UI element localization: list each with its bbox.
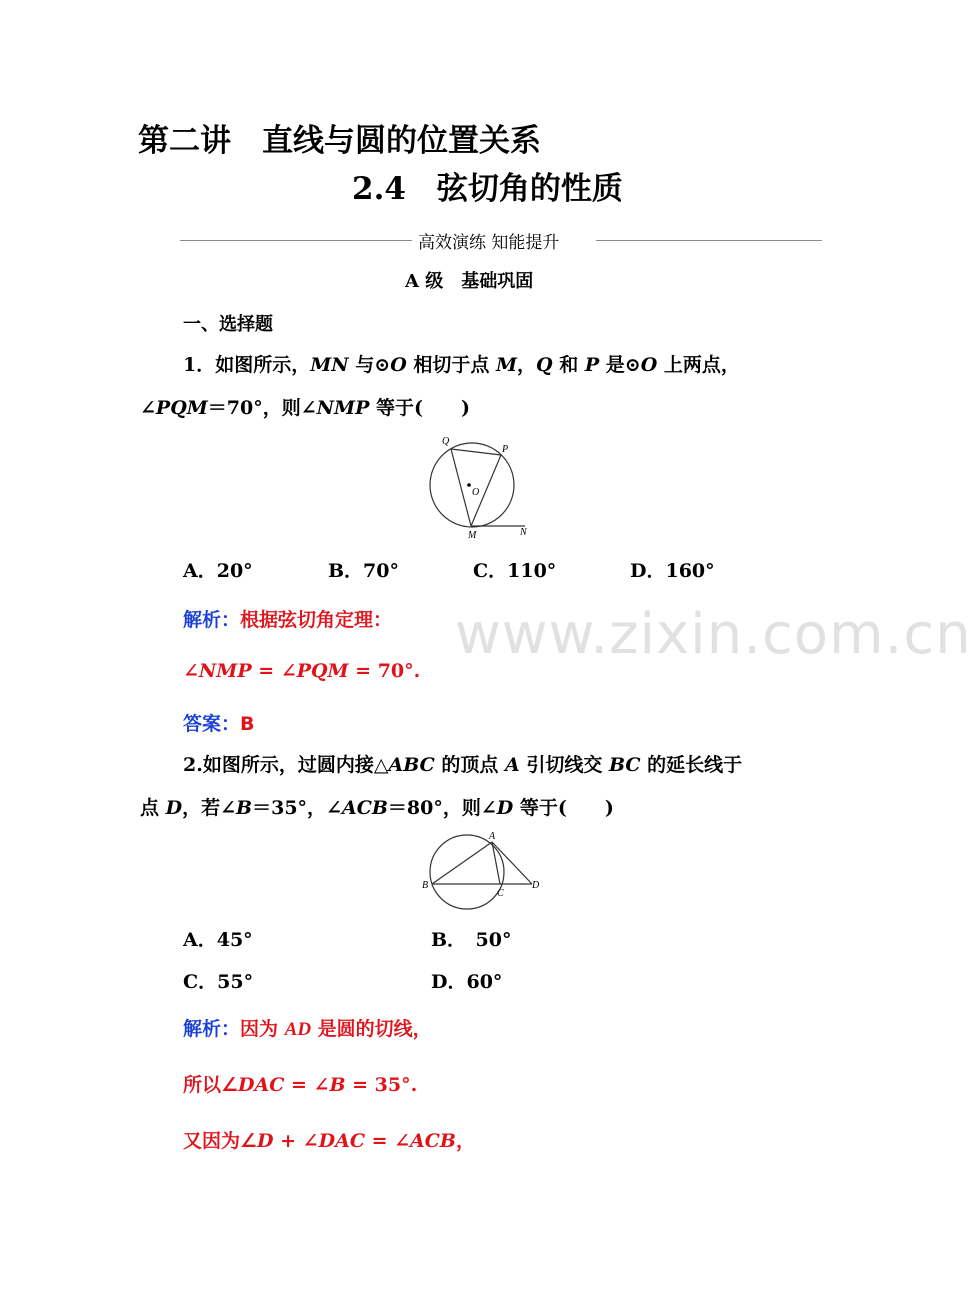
banner-line-left: [180, 240, 412, 241]
q2-analysis-line1: 解析：因为 AD 是圆的切线，: [183, 1018, 432, 1040]
q1-option-c[interactable]: C．110°: [473, 560, 557, 582]
q2-analysis-line3: 又因为∠D + ∠DAC = ∠ACB，: [183, 1130, 475, 1152]
section-title: 2.4 弦切角的性质: [352, 171, 623, 207]
q1-label-q: Q: [442, 436, 450, 447]
watermark: www.zixin.com.cn: [455, 602, 972, 667]
q2-figure: [420, 828, 545, 913]
q2-analysis-line2: 所以∠DAC = ∠B = 35°.: [183, 1074, 418, 1096]
q2-option-c[interactable]: C．55°: [183, 971, 254, 993]
q1-option-d[interactable]: D．160°: [630, 560, 715, 582]
q2-stem-line1: 2.如图所示，过圆内接△ABC 的顶点 A 引切线交 BC 的延长线于: [183, 754, 743, 776]
q2-stem-line2: 点 D，若∠B＝35°，∠ACB＝80°，则∠D 等于( ): [140, 797, 614, 819]
part-heading: 一、选择题: [183, 314, 273, 335]
q1-label-o: O: [472, 487, 480, 498]
q1-label-p: P: [502, 444, 509, 455]
q1-label-m: M: [468, 530, 477, 541]
banner-line-right: [596, 240, 822, 241]
chapter-title: 第二讲 直线与圆的位置关系: [138, 123, 541, 159]
q2-option-b[interactable]: B． 50°: [431, 929, 512, 951]
q1-option-a[interactable]: A．20°: [183, 560, 253, 582]
q2-label-a: A: [489, 831, 496, 842]
q1-stem-line1: 1．如图所示，MN 与⊙O 相切于点 M，Q 和 P 是⊙O 上两点，: [183, 354, 740, 376]
q2-option-a[interactable]: A．45°: [183, 929, 253, 951]
q1-label-n: N: [520, 527, 527, 538]
banner-text: 高效演练 知能提升: [418, 233, 560, 253]
q1-analysis-line1: 解析：根据弦切角定理：: [183, 609, 393, 631]
q1-answer: 答案：B: [183, 713, 255, 735]
q1-figure: [425, 430, 540, 542]
q2-label-b: B: [422, 880, 429, 891]
q2-option-d[interactable]: D．60°: [431, 971, 503, 993]
q2-label-c: C: [497, 888, 504, 899]
level-heading: A 级 基础巩固: [405, 271, 534, 292]
q2-label-d: D: [532, 880, 540, 891]
q1-analysis-line2: ∠NMP = ∠PQM = 70°.: [183, 660, 421, 682]
q1-option-b[interactable]: B．70°: [328, 560, 399, 582]
q1-stem-line2: ∠PQM＝70°，则∠NMP 等于( ): [140, 397, 470, 419]
